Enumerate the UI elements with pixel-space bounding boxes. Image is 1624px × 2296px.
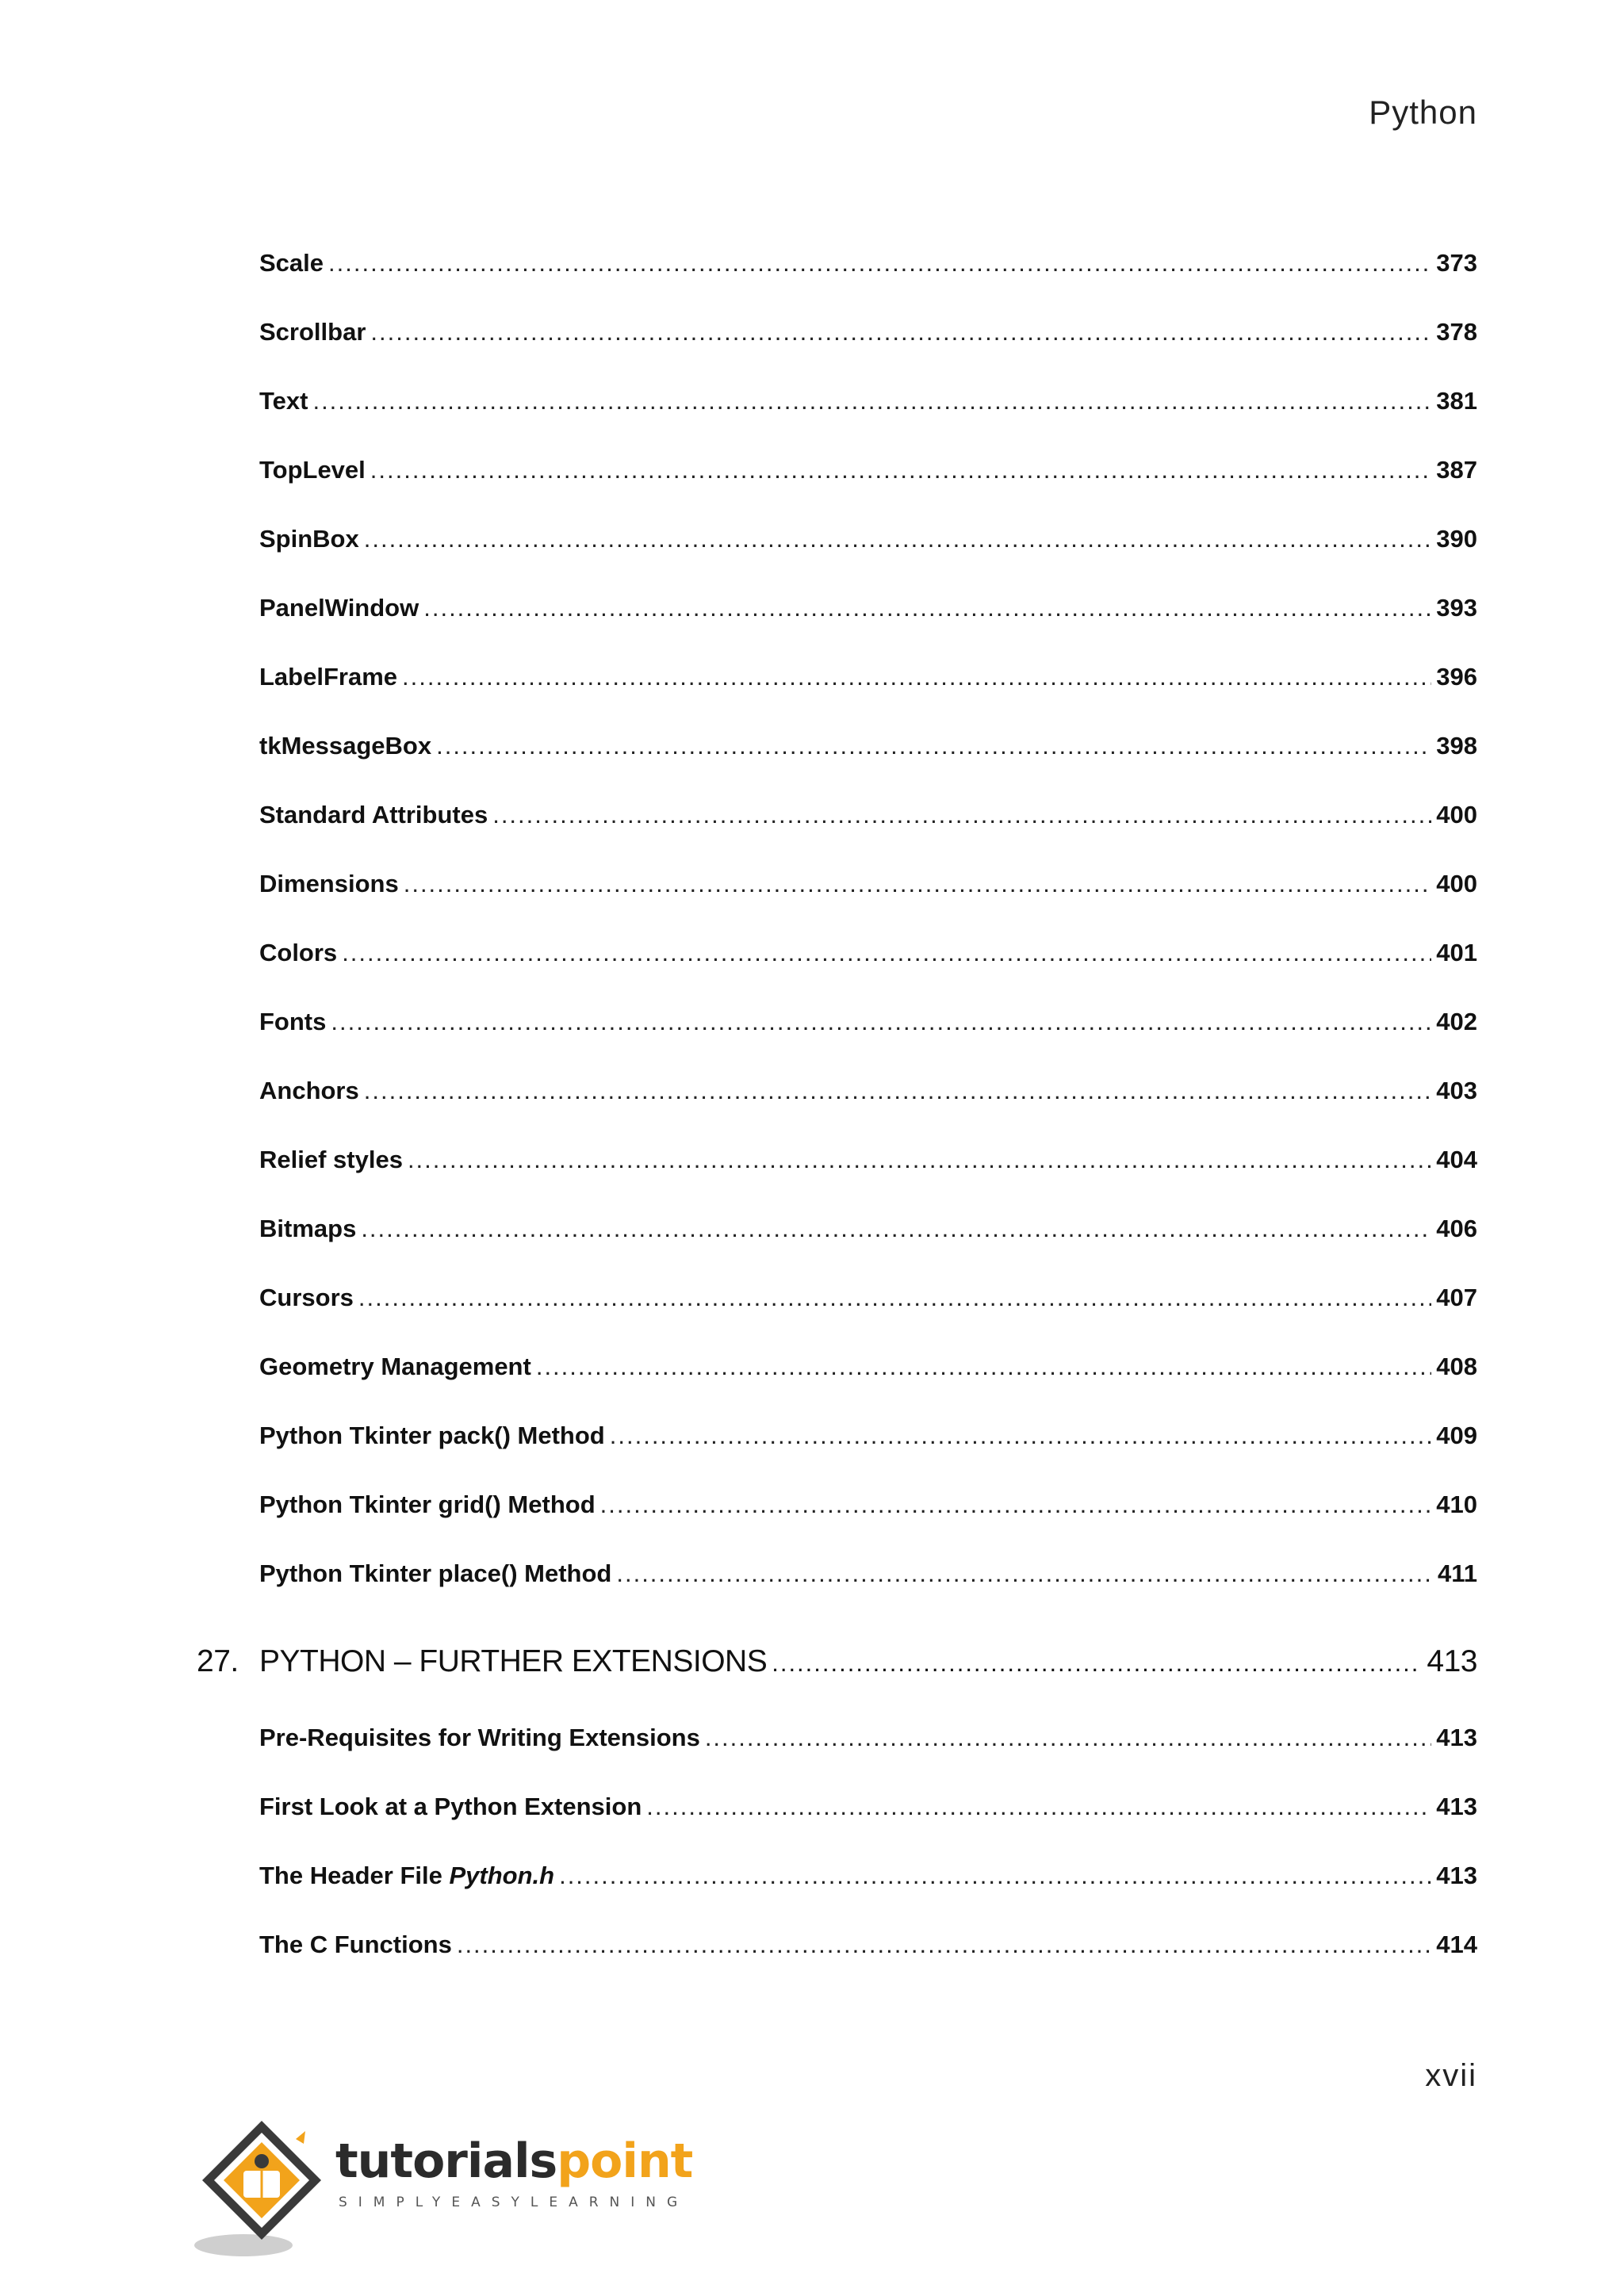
toc-entry-label: Standard Attributes bbox=[259, 801, 488, 828]
toc-entry-page: 373 bbox=[1436, 249, 1477, 277]
toc-entry-label: PanelWindow bbox=[259, 594, 419, 622]
toc-entry-page: 393 bbox=[1436, 594, 1477, 622]
toc-entry-labelframe[interactable] bbox=[259, 663, 1477, 691]
toc-entry-pack-method[interactable] bbox=[259, 1422, 1477, 1450]
toc-entry-page: 413 bbox=[1436, 1793, 1477, 1820]
toc-entry-label: Geometry Management bbox=[259, 1353, 531, 1380]
leader-dots bbox=[361, 1215, 1431, 1243]
toc-entry-label: TopLevel bbox=[259, 456, 366, 484]
chapter-title: PYTHON – FURTHER EXTENSIONS bbox=[259, 1644, 768, 1678]
toc-entry-dimensions[interactable] bbox=[259, 870, 1477, 898]
toc-entry-scale[interactable] bbox=[259, 249, 1477, 277]
leader-dots bbox=[559, 1862, 1431, 1890]
chapter-page: 413 bbox=[1427, 1644, 1477, 1678]
toc-entry-anchors[interactable] bbox=[259, 1077, 1477, 1105]
leader-dots bbox=[423, 594, 1431, 622]
toc-entry-page: 404 bbox=[1436, 1146, 1477, 1173]
leader-dots bbox=[370, 456, 1431, 484]
leader-dots bbox=[331, 1008, 1431, 1036]
toc-entry-label: Text bbox=[259, 387, 308, 415]
logo-wordmark-part2: point bbox=[557, 2133, 693, 2189]
leader-dots bbox=[492, 801, 1431, 829]
toc-entry-grid-method[interactable] bbox=[259, 1490, 1477, 1519]
toc-entry-label-prefix: The Header File bbox=[259, 1862, 450, 1889]
toc-entry-label-italic: Python.h bbox=[449, 1862, 555, 1889]
leader-dots bbox=[370, 318, 1431, 346]
toc-entry-panelwindow[interactable] bbox=[259, 594, 1477, 622]
leader-dots bbox=[536, 1353, 1431, 1381]
toc-entry-page: 406 bbox=[1436, 1215, 1477, 1242]
toc-entry-page: 410 bbox=[1436, 1490, 1477, 1518]
leader-dots bbox=[705, 1724, 1431, 1752]
toc-entry-label: Scale bbox=[259, 249, 324, 277]
chapter-number: 27. bbox=[197, 1644, 239, 1678]
toc-entry-label: Colors bbox=[259, 939, 338, 966]
toc-entry-page: 402 bbox=[1436, 1008, 1477, 1035]
tutorialspoint-logo bbox=[194, 2109, 693, 2260]
leader-dots bbox=[616, 1559, 1433, 1588]
toc-chapter-27[interactable] bbox=[197, 1644, 1477, 1679]
toc-entry-label: Cursors bbox=[259, 1284, 354, 1311]
leader-dots bbox=[328, 249, 1431, 277]
toc-entry-label: Anchors bbox=[259, 1077, 359, 1104]
leader-dots bbox=[646, 1793, 1431, 1821]
toc-entry-page: 401 bbox=[1436, 939, 1477, 966]
toc-entry-standard-attributes[interactable] bbox=[259, 801, 1477, 829]
toc-entry-bitmaps[interactable] bbox=[259, 1215, 1477, 1243]
leader-dots bbox=[436, 732, 1431, 760]
logo-wordmark bbox=[335, 2133, 693, 2189]
toc-entry-label: Dimensions bbox=[259, 870, 399, 897]
toc-entry-page: 414 bbox=[1436, 1931, 1477, 1958]
toc-entry-label: Pre-Requisites for Writing Extensions bbox=[259, 1724, 700, 1751]
toc-entry-page: 407 bbox=[1436, 1284, 1477, 1311]
leader-dots bbox=[772, 1649, 1422, 1678]
toc-entry-label: First Look at a Python Extension bbox=[259, 1793, 642, 1820]
toc-entry-page: 403 bbox=[1436, 1077, 1477, 1104]
toc-entry-colors[interactable] bbox=[259, 939, 1477, 967]
toc-entry-prerequisites[interactable] bbox=[259, 1724, 1477, 1752]
leader-dots bbox=[312, 387, 1431, 415]
leader-dots bbox=[342, 939, 1431, 967]
leader-dots bbox=[402, 663, 1431, 691]
toc-entry-relief-styles[interactable] bbox=[259, 1146, 1477, 1174]
toc-entry-page: 390 bbox=[1436, 525, 1477, 553]
toc-entry-page: 381 bbox=[1436, 387, 1477, 415]
toc-entry-page: 400 bbox=[1436, 870, 1477, 897]
toc-entry-label: Python Tkinter place() Method bbox=[259, 1559, 612, 1587]
leader-dots bbox=[404, 870, 1432, 898]
toc-entry-text[interactable] bbox=[259, 387, 1477, 415]
toc-entry-geometry-management[interactable] bbox=[259, 1353, 1477, 1381]
leader-dots bbox=[610, 1422, 1432, 1450]
toc-entry-page: 400 bbox=[1436, 801, 1477, 828]
toc-entry-c-functions[interactable] bbox=[259, 1931, 1477, 1959]
toc-entry-label: Bitmaps bbox=[259, 1215, 357, 1242]
toc-entry-page: 409 bbox=[1436, 1422, 1477, 1449]
logo-wordmark-part1: tutorials bbox=[335, 2133, 557, 2189]
toc-entry-page: 411 bbox=[1437, 1559, 1477, 1587]
toc-entry-label: The C Functions bbox=[259, 1931, 452, 1958]
toc-entry-label: Scrollbar bbox=[259, 318, 366, 346]
page-number: xvii bbox=[1425, 2058, 1477, 2093]
toc-entry-label: tkMessageBox bbox=[259, 732, 432, 760]
toc-entry-first-look[interactable] bbox=[259, 1793, 1477, 1821]
toc-entry-label bbox=[259, 1862, 554, 1890]
toc-entry-label: Python Tkinter grid() Method bbox=[259, 1490, 596, 1518]
toc-entry-label: SpinBox bbox=[259, 525, 359, 553]
toc-entry-label: Fonts bbox=[259, 1008, 327, 1035]
leader-dots bbox=[408, 1146, 1431, 1174]
toc-entry-fonts[interactable] bbox=[259, 1008, 1477, 1036]
toc-entry-scrollbar[interactable] bbox=[259, 318, 1477, 346]
toc-entry-page: 378 bbox=[1436, 318, 1477, 346]
toc-entry-page: 413 bbox=[1436, 1862, 1477, 1889]
leader-dots bbox=[358, 1284, 1431, 1312]
leader-dots bbox=[364, 525, 1432, 553]
toc-entry-toplevel[interactable] bbox=[259, 456, 1477, 484]
toc-entry-place-method[interactable] bbox=[259, 1559, 1477, 1588]
toc-entry-tkmessagebox[interactable] bbox=[259, 732, 1477, 760]
toc-entry-label: Python Tkinter pack() Method bbox=[259, 1422, 605, 1449]
toc-entry-spinbox[interactable] bbox=[259, 525, 1477, 553]
toc-entry-page: 387 bbox=[1436, 456, 1477, 484]
toc-entry-page: 398 bbox=[1436, 732, 1477, 760]
toc-entry-page: 408 bbox=[1436, 1353, 1477, 1380]
toc-entry-header-file[interactable] bbox=[259, 1862, 1477, 1890]
toc-entry-label: LabelFrame bbox=[259, 663, 398, 691]
leader-dots bbox=[600, 1490, 1432, 1519]
toc-entry-page: 413 bbox=[1436, 1724, 1477, 1751]
logo-diamond-icon bbox=[194, 2109, 337, 2260]
leader-dots bbox=[457, 1931, 1431, 1959]
logo-tagline: SIMPLYEASYLEARNING bbox=[339, 2195, 689, 2210]
page-header-title: Python bbox=[1369, 94, 1477, 131]
toc-entry-label: Relief styles bbox=[259, 1146, 403, 1173]
toc-entry-cursors[interactable] bbox=[259, 1284, 1477, 1312]
toc-entry-page: 396 bbox=[1436, 663, 1477, 691]
leader-dots bbox=[364, 1077, 1432, 1105]
